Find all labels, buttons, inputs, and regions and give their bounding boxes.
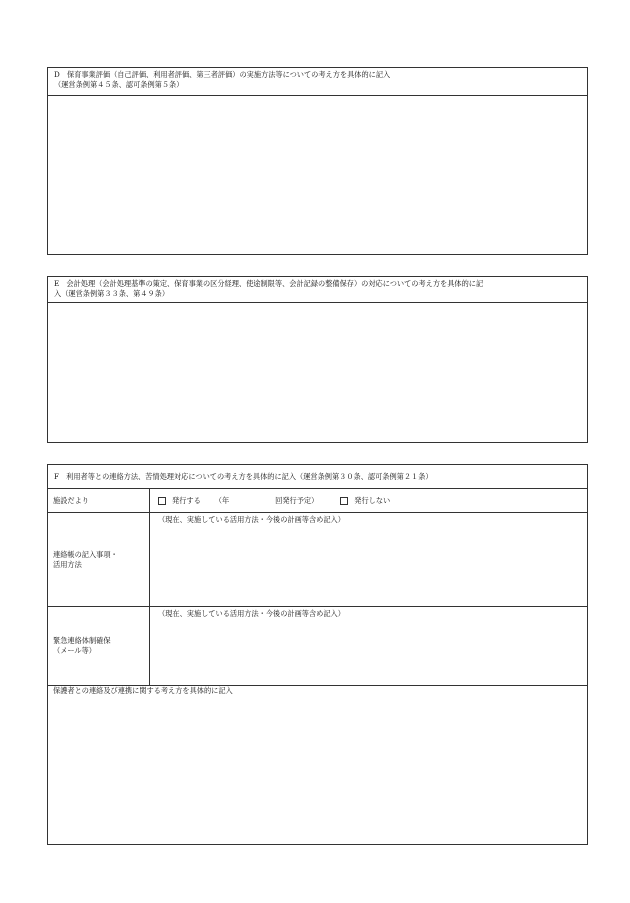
emergency-contact-label-cell [48, 607, 150, 685]
section-d-answer-area[interactable] [48, 96, 587, 254]
section-d-header [48, 68, 587, 96]
contact-book-label-cell [48, 513, 150, 606]
newsletter-label-cell [48, 489, 150, 512]
section-e-answer-area[interactable] [48, 303, 587, 442]
section-d-header-line1: D 保育事業評価（自己評価、利用者評価、第三者評価）の実施方法等についての考え方を具体的に記入 [54, 70, 391, 79]
section-f-header [48, 465, 587, 489]
emergency-contact-row [48, 607, 587, 686]
contact-book-note: （現在、実施している活用方法・今後の計画等含め記入） [158, 515, 345, 524]
section-e-box [47, 276, 588, 443]
section-e-header-line2: 入（運営条例第３３条、第４９条） [54, 289, 170, 298]
section-f-box [47, 464, 588, 845]
newsletter-label: 施設だより [53, 495, 89, 505]
section-e-header [48, 277, 587, 303]
section-d-box [47, 67, 588, 255]
issue-frequency-prefix: （年 [214, 495, 230, 505]
no-issue-checkbox[interactable] [340, 497, 348, 505]
section-e-header-line1: E 会計処理（会計処理基準の策定、保育事業の区分経理、使途制限等、会計記録の整備保存）の対応についての考え方を具体的に記 [54, 279, 484, 288]
issue-checkbox[interactable] [158, 497, 166, 505]
contact-book-answer-cell[interactable] [150, 513, 587, 606]
issue-frequency-suffix: 回発行予定） [275, 495, 319, 505]
contact-book-label-line1: 連絡帳の記入事項・ [53, 549, 118, 559]
section-d-header-line2: （運営条例第４５条、認可条例第５条） [54, 80, 184, 89]
no-issue-option-label: 発行しない [354, 495, 391, 505]
newsletter-options-cell [150, 489, 587, 512]
issue-option-label: 発行する [172, 495, 201, 505]
emergency-contact-note: （現在、実施している活用方法・今後の計画等含め記入） [158, 609, 345, 618]
emergency-contact-answer-cell[interactable] [150, 607, 587, 685]
section-f-header-text: F 利用者等との連絡方法、苦情処理対応についての考え方を具体的に記入（運営条例第３０条、認可条例第２１条） [54, 471, 433, 481]
contact-book-row [48, 513, 587, 607]
emergency-contact-label-line2: （メール等） [53, 646, 96, 655]
guardian-liaison-label: 保護者との連絡及び連携に関する考え方を具体的に記入 [53, 686, 233, 695]
guardian-liaison-area[interactable] [48, 686, 587, 844]
contact-book-label-line2: 活用方法 [53, 559, 82, 569]
emergency-contact-label-line1: 緊急連絡体制確保 [53, 636, 111, 645]
newsletter-row [48, 489, 587, 513]
